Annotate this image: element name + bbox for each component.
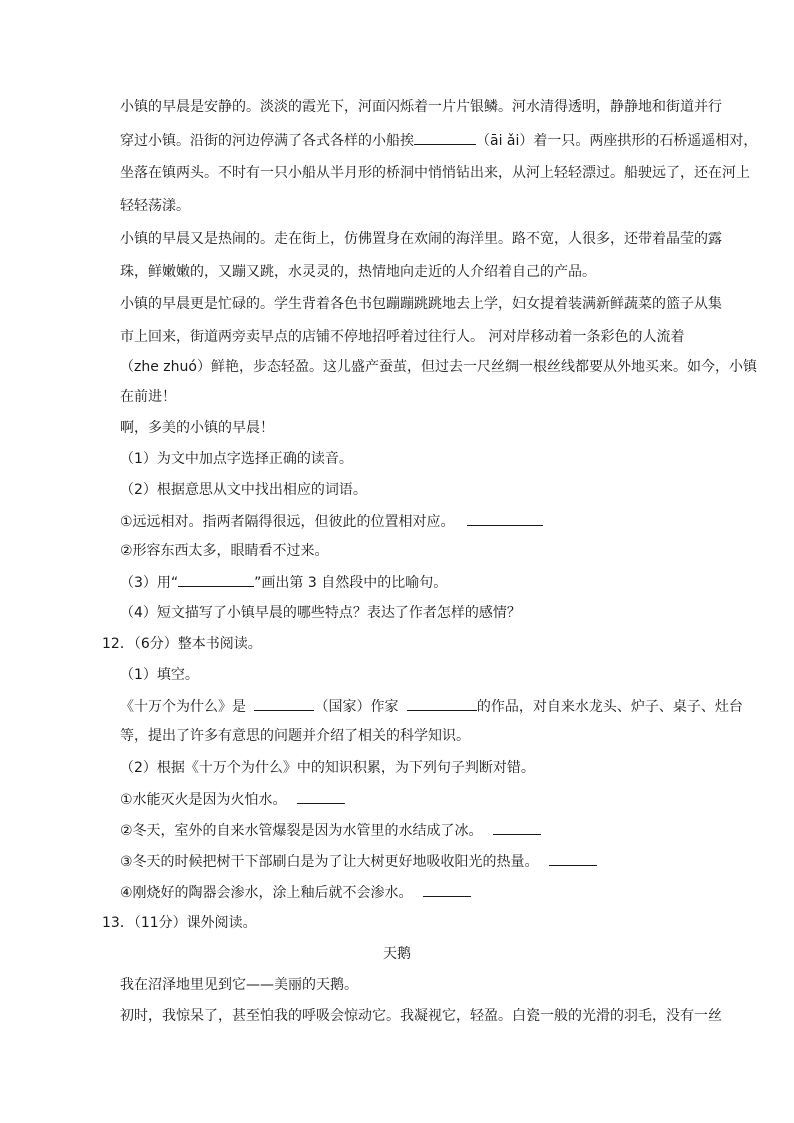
q12-judge4 bbox=[120, 882, 471, 903]
q13-heading: 13．（11分）课外阅读。 bbox=[102, 915, 257, 931]
passage-p1-line1: 小镇的早晨是安静的。淡淡的霞光下，河面闪烁着一片片银鳞。河水清得透明，静静地和街道并行 bbox=[120, 99, 722, 115]
q12-fill-c: 的作品，对自来水龙头、炉子、桌子、灶台 bbox=[476, 699, 743, 715]
q12-judge2-text: ②冬天，室外的自来水管爆裂是因为水管里的水结成了冰。 bbox=[120, 823, 483, 839]
q11-sub2-item2: ②形容东西太多，眼睛看不过来。 bbox=[120, 543, 329, 559]
passage-p3-line3: （zhe zhuó）鲜艳，步态轻盈。这儿盛产蚕茧，但过去一尺丝绸一根丝线都要从外地买来。如今，小镇 bbox=[120, 359, 757, 375]
q13-passage-title: 天鹅 bbox=[383, 946, 411, 962]
q11-sub2: （2）根据意思从文中找出相应的词语。 bbox=[120, 482, 367, 498]
answer-blank[interactable] bbox=[414, 130, 476, 145]
passage-p2-line1: 小镇的早晨又是热闹的。走在街上，仿佛置身在欢闹的海洋里。路不宽，人很多，还带着晶莹的露 bbox=[120, 231, 722, 247]
q12-fill-b: （国家）作家 bbox=[314, 699, 399, 715]
answer-blank[interactable] bbox=[467, 511, 543, 526]
q11-sub2-item1-text: ①远远相对。指两者隔得很远，但彼此的位置相对应。 bbox=[120, 514, 455, 530]
q11-sub4: （4）短文描写了小镇早晨的哪些特点？表达了作者怎样的感情？ bbox=[120, 605, 521, 621]
passage-p1-line2 bbox=[120, 130, 757, 151]
q12-judge3-text: ③冬天的时候把树干下部刷白是为了让大树更好地吸收阳光的热量。 bbox=[120, 854, 539, 870]
q12-judge2 bbox=[120, 820, 541, 841]
answer-blank[interactable] bbox=[493, 820, 541, 835]
passage-p3-line1: 小镇的早晨更是忙碌的。学生背着各色书包蹦蹦跳跳地去上学，妇女提着装满新鲜蔬菜的篮子从集 bbox=[120, 296, 722, 312]
q12-sub2: （2）根据《十万个为什么》中的知识积累，为下列句子判断对错。 bbox=[120, 760, 535, 776]
q12-judge1 bbox=[120, 789, 345, 810]
q13-passage-line1: 我在沼泽地里见到它——美丽的天鹅。 bbox=[120, 977, 358, 993]
q11-sub2-item1 bbox=[120, 511, 543, 532]
passage-p3-line2: 市上回来，街道两旁卖早点的店铺不停地招呼着过往行人。 河对岸移动着一条彩色的人流着 bbox=[120, 329, 685, 345]
answer-blank[interactable] bbox=[423, 882, 471, 897]
q12-fill-line bbox=[120, 696, 743, 717]
q13-passage-line2: 初时，我惊呆了，甚至怕我的呼吸会惊动它。我凝视它，轻盈。白瓷一般的光滑的羽毛，没有一丝 bbox=[120, 1008, 722, 1024]
q12-heading: 12．（6分）整本书阅读。 bbox=[102, 636, 262, 652]
q12-fill-a: 《十万个为什么》是 bbox=[120, 699, 246, 715]
q11-sub3 bbox=[120, 572, 447, 593]
passage-p3-line4: 在前进！ bbox=[120, 389, 176, 405]
q12-judge1-text: ①水能灭火是因为火怕水。 bbox=[120, 792, 287, 808]
q11-sub1: （1）为文中加点字选择正确的读音。 bbox=[120, 451, 353, 467]
passage-p4: 啊，多美的小镇的早晨！ bbox=[120, 420, 274, 436]
answer-blank[interactable] bbox=[549, 851, 597, 866]
q11-sub3-b: ”画出第 3 自然段中的比喻句。 bbox=[254, 575, 448, 591]
passage-p1-line2-b: （āi ǎi）着一只。两座拱形的石桥遥遥相对， bbox=[476, 133, 758, 149]
q12-fill-line2: 等，提出了许多有意思的问题并介绍了相关的科学知识。 bbox=[120, 728, 470, 744]
passage-p1-line4: 轻轻荡漾。 bbox=[120, 198, 190, 214]
q12-judge4-text: ④刚烧好的陶器会渗水，涂上釉后就不会渗水。 bbox=[120, 885, 413, 901]
answer-blank[interactable] bbox=[254, 696, 314, 711]
q11-sub3-a: （3）用“ bbox=[120, 575, 179, 591]
passage-p2-line2: 珠，鲜嫩嫩的，又蹦又跳，水灵灵的，热情地向走近的人介绍着自己的产品。 bbox=[120, 264, 596, 280]
passage-p1-line2-a: 穿过小镇。沿街的河边停满了各式各样的小船挨 bbox=[120, 133, 414, 149]
q12-judge3 bbox=[120, 851, 597, 872]
answer-blank[interactable] bbox=[178, 572, 254, 587]
answer-blank[interactable] bbox=[407, 696, 477, 711]
passage-p1-line3: 坐落在镇两头。不时有一只小船从半月形的桥洞中悄悄钻出来，从河上轻轻漂过。船驶远了，还在河上 bbox=[120, 165, 750, 181]
q12-sub1: （1）填空。 bbox=[120, 667, 199, 683]
answer-blank[interactable] bbox=[297, 789, 345, 804]
